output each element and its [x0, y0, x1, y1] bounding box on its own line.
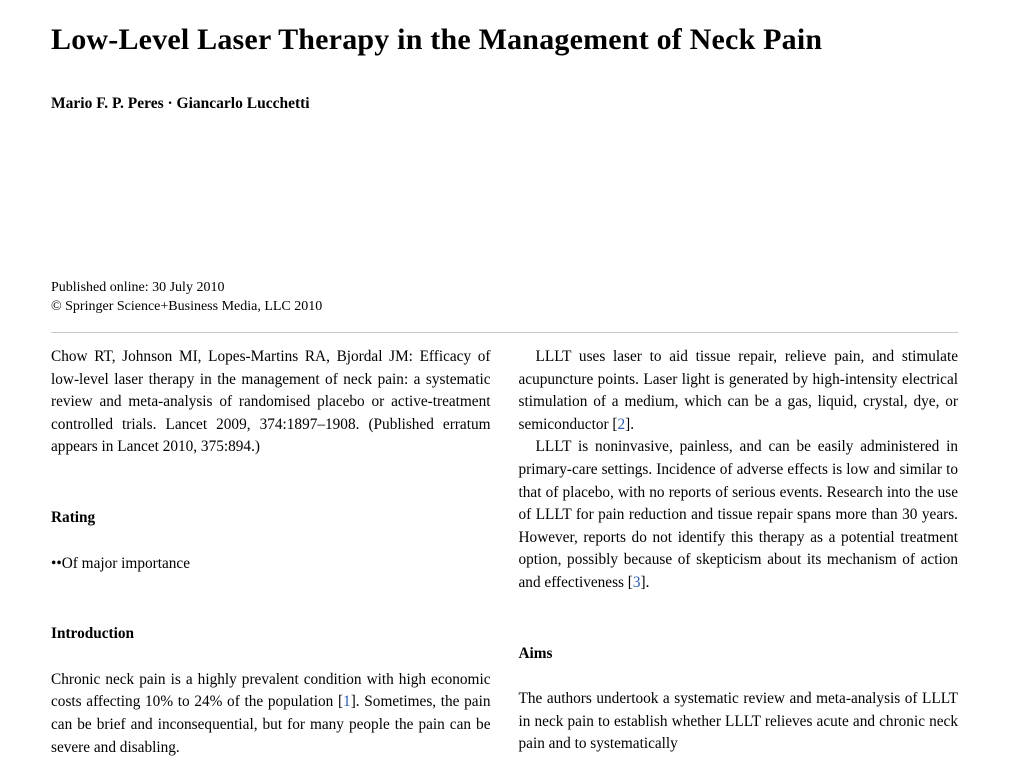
- reference-link-2[interactable]: 2: [617, 415, 626, 433]
- paragraph-text-segment: ]. Sometimes, the pain can be brief and inconsequential, but for many people the pain can be severe and disabling.: [51, 693, 491, 756]
- reference-link-1[interactable]: 1: [343, 693, 351, 711]
- paragraph-text-segment: ].: [625, 415, 635, 433]
- publication-info: [51, 278, 958, 316]
- header-divider: [51, 332, 958, 333]
- paragraph-text-segment: LLLT is noninvasive, painless, and can be easily administered in primary-care settings. Incidence of adverse effects is low and similar to that of placebo, with no reports of serious events. Research into the use of LLLT for pain reduction and tissue repair spans more than 30 years. However, reports do not identify this therapy as a potential treatment option, possibly because of skepticism about its mechanism of action and effectiveness [: [518, 438, 958, 591]
- citation-paragraph: Chow RT, Johnson MI, Lopes-Martins RA, Bjordal JM: Efficacy of low-level laser therapy in the management of neck pain: a systematic review and meta-analysis of randomised placebo or active-treatment controlled trials. Lancet 2009, 374:1897–1908. (Published erratum appears in Lancet 2010, 375:894.): [51, 348, 491, 456]
- lllt-uses-paragraph: [519, 346, 959, 436]
- introduction-paragraph: [51, 669, 491, 759]
- left-column: [51, 346, 491, 759]
- paragraph-text-segment: LLLT uses laser to aid tissue repair, relieve pain, and stimulate acupuncture points. Laser light is generated by high-intensity electrical stimulation of a medium, which can be a gas, liquid, crystal, dye, or semiconductor [: [518, 348, 958, 433]
- two-column-body: [51, 346, 958, 759]
- aims-heading: Aims: [518, 644, 553, 662]
- paragraph-text-segment: ].: [640, 573, 650, 591]
- published-online-line: Published online: 30 July 2010: [51, 280, 225, 295]
- right-column: [519, 346, 959, 759]
- page-title: Low-Level Laser Therapy in the Management of Neck Pain: [51, 23, 823, 56]
- paragraph-text-segment: Chronic neck pain is a highly prevalent condition with high economic costs affecting 10% to 24% of the population [: [51, 670, 491, 711]
- reference-link-3[interactable]: 3: [632, 573, 641, 591]
- aims-paragraph: The authors undertook a systematic review and meta-analysis of LLLT in neck pain to establish whether LLLT relieves acute and chronic neck pain and to systematically: [518, 690, 958, 753]
- authors-line: Mario F. P. Peres · Giancarlo Lucchetti: [51, 95, 310, 112]
- copyright-line: © Springer Science+Business Media, LLC 2010: [51, 299, 323, 314]
- rating-text: ••Of major importance: [51, 554, 190, 572]
- introduction-heading: Introduction: [51, 625, 135, 643]
- rating-heading: Rating: [51, 508, 96, 526]
- lllt-noninvasive-paragraph: [519, 436, 959, 594]
